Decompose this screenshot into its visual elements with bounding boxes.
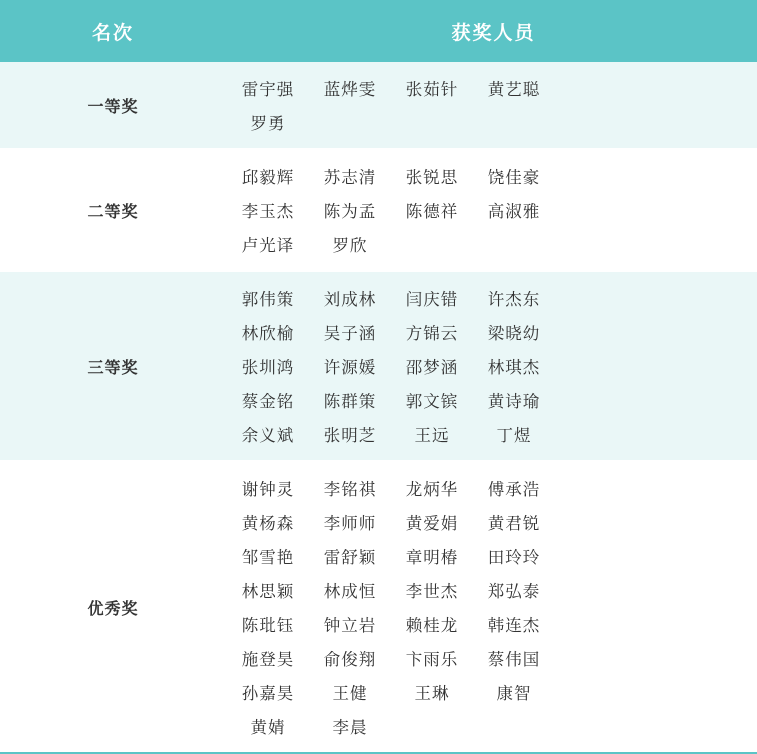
header-people: 获奖人员 — [226, 0, 757, 62]
names-grid — [226, 164, 757, 256]
name-item: 许杰东 — [487, 291, 541, 309]
name-item: 郭伟策 — [241, 291, 295, 309]
name-item: 陈玭钰 — [241, 617, 295, 635]
table-row — [0, 62, 757, 148]
name-item: 王远 — [414, 427, 450, 445]
people-cell — [226, 62, 757, 148]
name-item: 卞雨乐 — [405, 651, 459, 669]
name-item: 龙炳华 — [405, 481, 459, 499]
name-item: 施登昊 — [241, 651, 295, 669]
name-item: 郑弘泰 — [487, 583, 541, 601]
name-item: 苏志清 — [323, 169, 377, 187]
name-item: 陈为孟 — [323, 203, 377, 221]
name-item: 张明芝 — [323, 427, 377, 445]
name-item: 黄君锐 — [487, 515, 541, 533]
names-grid — [226, 76, 757, 134]
name-item: 李玉杰 — [241, 203, 295, 221]
names-grid — [226, 286, 757, 446]
name-item: 余义斌 — [241, 427, 295, 445]
name-item: 章明椿 — [405, 549, 459, 567]
table-body — [0, 62, 757, 752]
people-cell — [226, 150, 757, 270]
name-item: 李世杰 — [405, 583, 459, 601]
name-item: 李晨 — [332, 719, 368, 737]
name-item: 邹雪艳 — [241, 549, 295, 567]
name-item: 钟立岩 — [323, 617, 377, 635]
name-item: 蓝烨雯 — [323, 81, 377, 99]
name-item: 陈德祥 — [405, 203, 459, 221]
name-item: 雷宇强 — [241, 81, 295, 99]
name-item: 饶佳豪 — [487, 169, 541, 187]
table-row — [0, 272, 757, 460]
name-item: 张圳鸿 — [241, 359, 295, 377]
name-item: 林思颖 — [241, 583, 295, 601]
name-item: 方锦云 — [405, 325, 459, 343]
name-item: 田玲玲 — [487, 549, 541, 567]
people-cell — [226, 462, 757, 752]
name-item: 卢光译 — [241, 237, 295, 255]
rank-cell: 三等奖 — [0, 272, 226, 460]
name-item: 黄诗瑜 — [487, 393, 541, 411]
name-item: 黄艺聪 — [487, 81, 541, 99]
name-item: 张茹针 — [405, 81, 459, 99]
name-item: 赖桂龙 — [405, 617, 459, 635]
name-item: 邱毅辉 — [241, 169, 295, 187]
names-grid — [226, 476, 757, 738]
name-item: 林欣榆 — [241, 325, 295, 343]
name-item: 梁晓幼 — [487, 325, 541, 343]
people-cell — [226, 272, 757, 460]
table-row — [0, 150, 757, 270]
table-header — [0, 0, 757, 62]
name-item: 丁煜 — [496, 427, 532, 445]
table-row — [0, 462, 757, 752]
name-item: 傅承浩 — [487, 481, 541, 499]
name-item: 王琳 — [414, 685, 450, 703]
name-item: 罗欣 — [332, 237, 368, 255]
name-item: 张锐思 — [405, 169, 459, 187]
name-item: 康智 — [496, 685, 532, 703]
name-item: 蔡金铭 — [241, 393, 295, 411]
name-item: 雷舒颖 — [323, 549, 377, 567]
table-header-row — [0, 0, 757, 62]
name-item: 俞俊翔 — [323, 651, 377, 669]
name-item: 黄婧 — [250, 719, 286, 737]
name-item: 刘成林 — [323, 291, 377, 309]
name-item: 林琪杰 — [487, 359, 541, 377]
name-item: 罗勇 — [250, 115, 286, 133]
name-item: 黄爱娟 — [405, 515, 459, 533]
name-item: 吴子涵 — [323, 325, 377, 343]
name-item: 孙嘉昊 — [241, 685, 295, 703]
name-item: 韩连杰 — [487, 617, 541, 635]
rank-cell: 优秀奖 — [0, 462, 226, 752]
name-item: 李铭祺 — [323, 481, 377, 499]
name-item: 许源媛 — [323, 359, 377, 377]
name-item: 闫庆错 — [405, 291, 459, 309]
name-item: 蔡伟国 — [487, 651, 541, 669]
name-item: 黄杨森 — [241, 515, 295, 533]
name-item: 王健 — [332, 685, 368, 703]
name-item: 高淑雅 — [487, 203, 541, 221]
name-item: 谢钟灵 — [241, 481, 295, 499]
name-item: 李师师 — [323, 515, 377, 533]
name-item: 邵梦涵 — [405, 359, 459, 377]
header-rank: 名次 — [0, 0, 226, 62]
name-item: 郭文镔 — [405, 393, 459, 411]
name-item: 陈群策 — [323, 393, 377, 411]
rank-cell: 二等奖 — [0, 150, 226, 270]
rank-cell: 一等奖 — [0, 62, 226, 148]
name-item: 林成恒 — [323, 583, 377, 601]
